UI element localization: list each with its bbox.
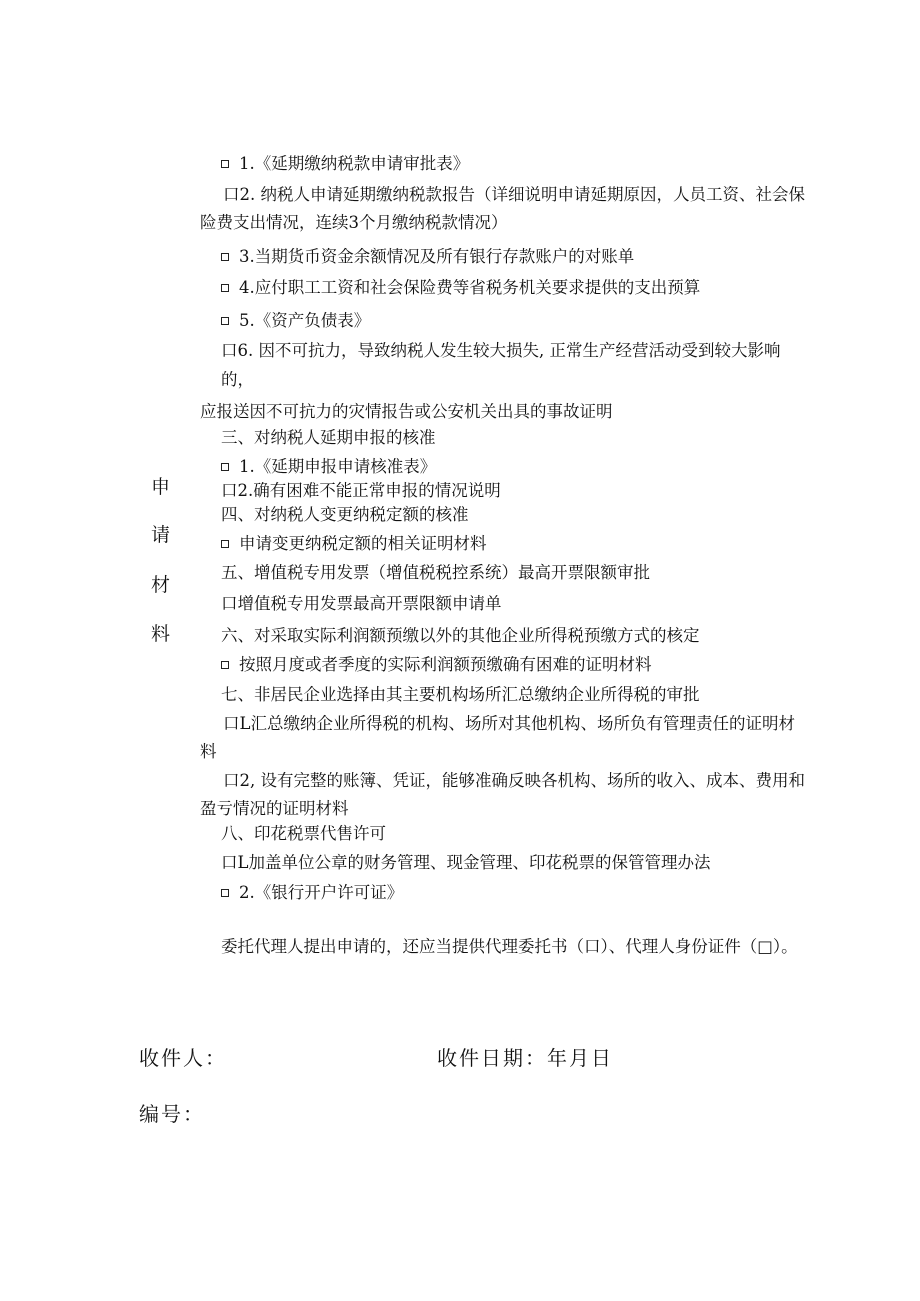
side-label-char: 料 [151,623,171,645]
checkbox-icon [221,540,229,548]
material-item: 申请变更纳税定额的相关证明材料 [221,534,487,554]
material-item: 口6. 因不可抗力，导致纳税人发生较大损失, 正常生产经营活动受到较大影响 [221,341,781,360]
side-label-char: 请 [151,524,171,546]
material-item: 口增值税专用发票最高开票限额申请单 [221,594,502,613]
side-label-char: 材 [151,574,171,596]
material-item: 口L汇总缴纳企业所得税的机构、场所对其他机构、场所负有管理责任的证明材 [223,714,795,733]
checkbox-icon [221,661,229,669]
material-item: 4.应付职工工资和社会保险费等省税务机关要求提供的支出预算 [221,278,700,298]
receiver-label: 收件人： [139,1046,227,1070]
section-heading: 四、对纳税人变更纳税定额的核准 [221,505,469,524]
material-item: 1.《延期申报申请核准表》 [221,457,436,477]
material-item: 3.当期货币资金余额情况及所有银行存款账户的对账单 [221,247,634,267]
material-item-continued: 的， [221,370,254,389]
section-heading: 八、印花税票代售许可 [221,824,386,843]
checkbox-icon [221,253,229,261]
material-item: 口L加盖单位公章的财务管理、现金管理、印花税票的保管管理办法 [221,853,711,872]
material-item-continued: 险费支出情况，连续3个月缴纳税款情况） [200,213,508,232]
checkbox-icon [221,317,229,325]
material-item-continued: 料 [200,742,217,761]
material-item: 2.《银行开户许可证》 [221,883,403,903]
material-item: 1.《延期缴纳税款申请审批表》 [221,154,469,174]
number-label: 编号： [139,1102,205,1126]
material-item: 口2.确有困难不能正常申报的情况说明 [221,481,501,500]
section-heading: 五、增值税专用发票（增值税税控系统）最高开票限额审批 [221,563,650,582]
section-heading: 三、对纳税人延期申报的核准 [221,428,436,447]
checkbox-icon [221,160,229,168]
section-heading: 六、对采取实际利润额预缴以外的其他企业所得税预缴方式的核定 [221,626,700,645]
checkbox-icon [221,463,229,471]
checkbox-icon [221,889,229,897]
checkbox-icon [221,284,229,292]
material-item: 按照月度或者季度的实际利润额预缴确有困难的证明材料 [221,655,652,675]
material-item-continued: 应报送因不可抗力的灾情报告或公安机关出具的事故证明 [200,402,613,421]
material-item: 5.《资产负债表》 [221,311,370,331]
side-label-char: 申 [151,476,171,498]
section-heading: 七、非居民企业选择由其主要机构场所汇总缴纳企业所得税的审批 [221,685,700,704]
material-item-continued: 盈亏情况的证明材料 [200,799,349,818]
receive-date-label: 收件日期：年月日 [437,1046,613,1070]
material-item: 口2. 纳税人申请延期缴纳税款报告（详细说明申请延期原因，人员工资、社会保 [223,185,805,204]
agent-note: 委托代理人提出申请的，还应当提供代理委托书（口）、代理人身份证件（□）。 [221,937,798,956]
material-item: 口2, 设有完整的账簿、凭证，能够准确反映各机构、场所的收入、成本、费用和 [223,771,805,790]
